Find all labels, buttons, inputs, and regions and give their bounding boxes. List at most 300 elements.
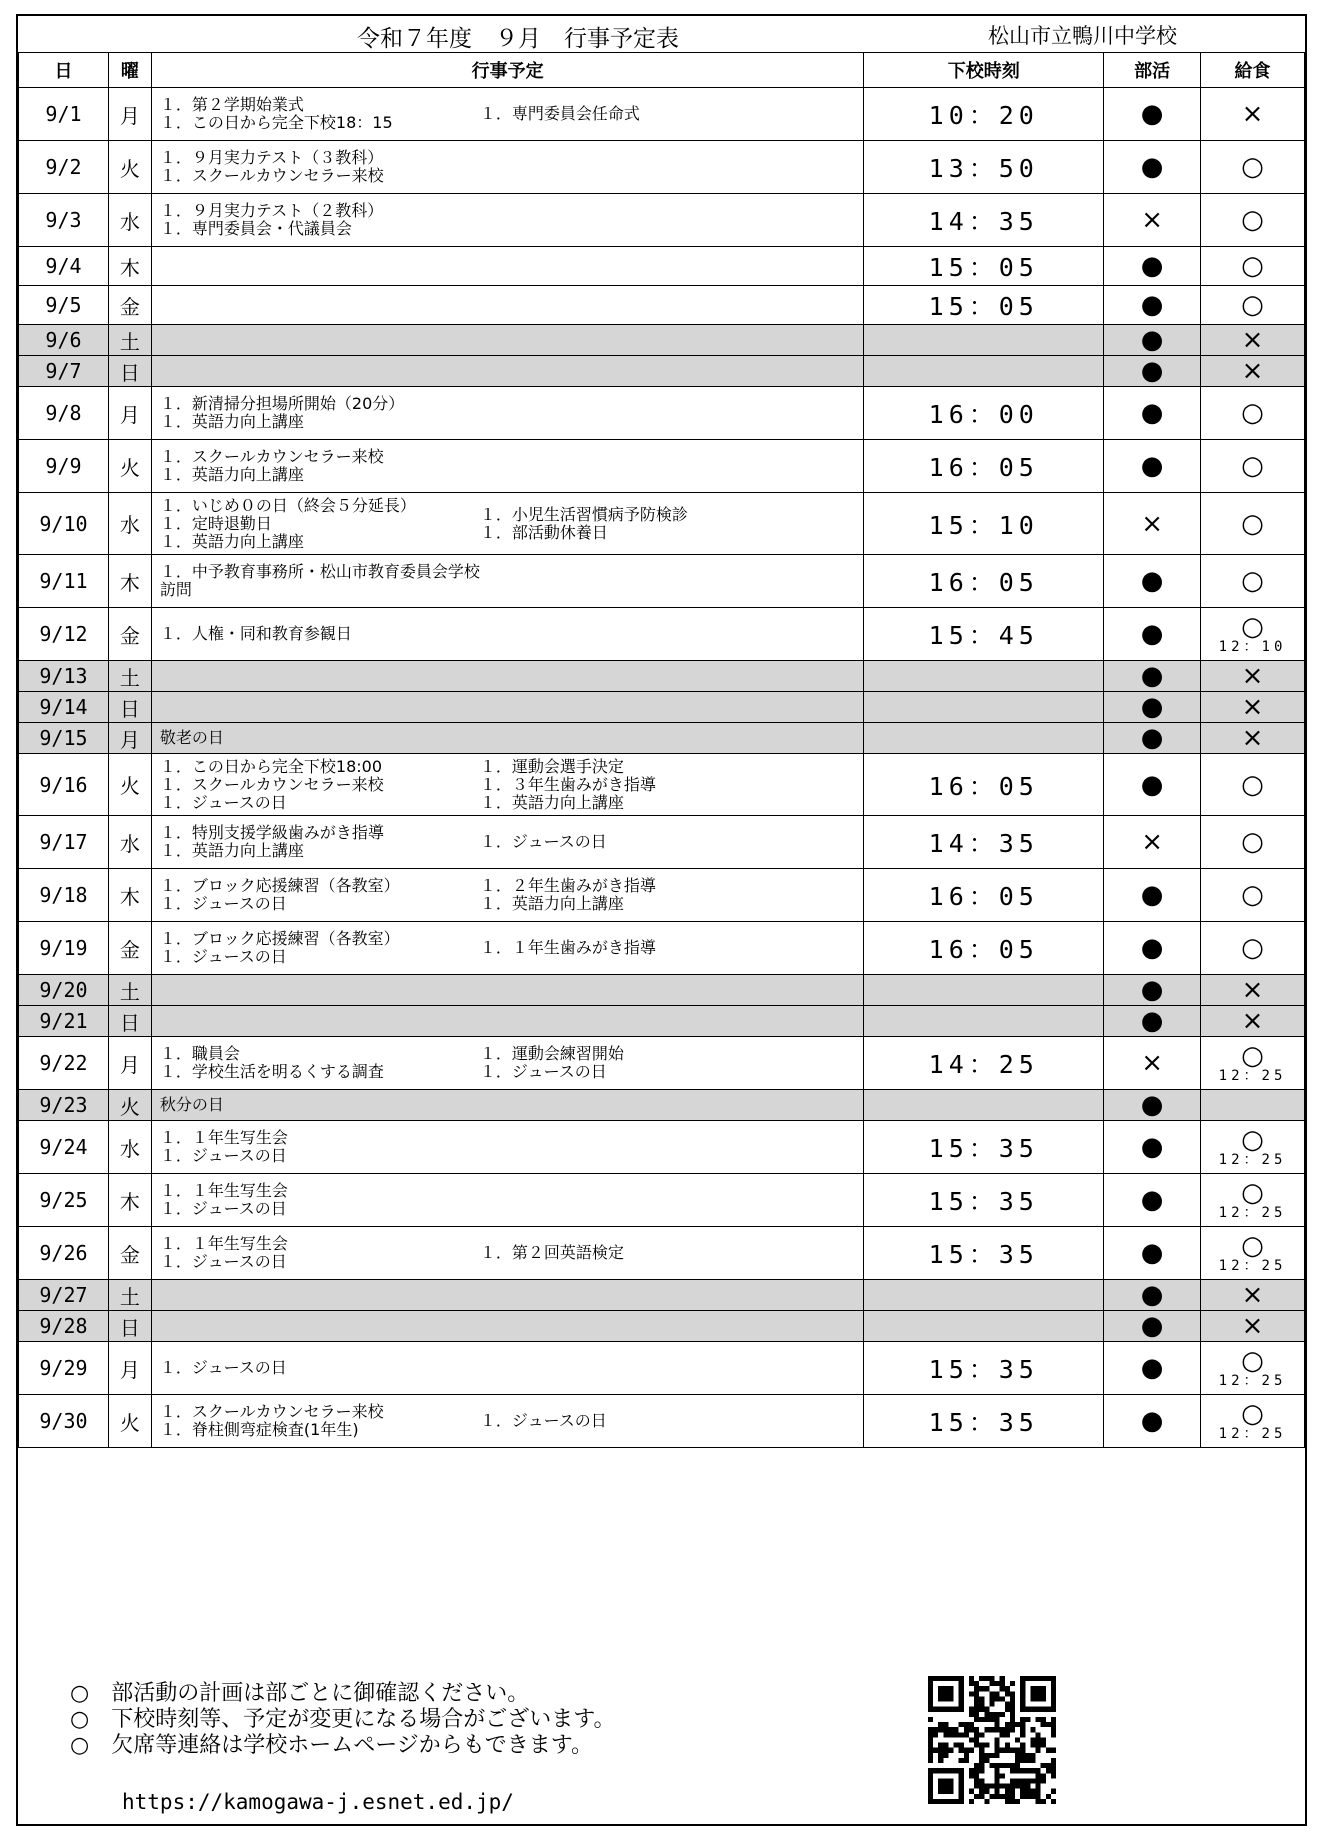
event-item: １．ブロック応援練習（各教室）: [159, 876, 400, 895]
event-column: [160, 497, 480, 551]
event-column: [160, 729, 480, 747]
lunch-symbol: ×: [1241, 99, 1264, 129]
table-row: [19, 356, 1305, 387]
weekday-cell: 木: [108, 555, 151, 608]
title-bar: [18, 16, 1305, 53]
lunch-symbol: ○: [1241, 1177, 1264, 1208]
events-cell: [151, 1395, 863, 1448]
lunch-status-cell: [1201, 869, 1305, 922]
event-column: [480, 105, 780, 123]
club-status-cell: ●: [1104, 922, 1201, 975]
table-row: [19, 1342, 1305, 1395]
event-column: [480, 833, 780, 851]
events-cell: [151, 816, 863, 869]
dismissal-time-cell: 16：05: [864, 754, 1104, 816]
lunch-status-cell: [1201, 247, 1305, 286]
event-item: 秋分の日: [159, 1095, 224, 1115]
event-item: １．１年生写生会: [159, 1234, 288, 1253]
schedule-table: [18, 52, 1305, 1448]
club-status-cell: ●: [1104, 356, 1201, 387]
lunch-symbol: ○: [1241, 152, 1264, 182]
date-cell: 9/17: [19, 816, 109, 869]
lunch-symbol: ○: [1241, 827, 1264, 857]
club-status-cell: ×: [1104, 194, 1201, 247]
weekday-cell: 木: [108, 247, 151, 286]
lunch-symbol: ×: [1241, 356, 1264, 386]
event-item: １．英語力向上講座: [159, 412, 304, 431]
event-item: １．３年生歯みがき指導: [479, 774, 656, 794]
weekday-cell: 月: [108, 387, 151, 440]
events-cell: [151, 493, 863, 555]
events-cell: [151, 1342, 863, 1395]
weekday-cell: 水: [108, 493, 151, 555]
event-item: １．ジュースの日: [479, 832, 607, 851]
dismissal-time-cell: [864, 1090, 1104, 1121]
date-cell: 9/7: [19, 356, 109, 387]
events-cell: [151, 387, 863, 440]
lunch-status-cell: [1201, 440, 1305, 493]
event-column: [160, 1096, 480, 1114]
event-column: [160, 202, 480, 238]
lunch-status-cell: [1201, 194, 1305, 247]
dismissal-time-cell: 16：05: [864, 869, 1104, 922]
column-header-club: 部活: [1104, 53, 1201, 88]
date-cell: 9/2: [19, 141, 109, 194]
events-cell: [151, 661, 863, 692]
lunch-status-cell: [1201, 661, 1305, 692]
date-cell: 9/22: [19, 1037, 109, 1090]
lunch-status-cell: [1201, 1280, 1305, 1311]
lunch-symbol: ○: [1241, 933, 1264, 963]
dismissal-time-cell: [864, 1006, 1104, 1037]
lunch-symbol: ○: [1241, 566, 1264, 596]
event-column: [160, 625, 480, 643]
column-header-day: 日: [19, 53, 109, 88]
table-row: [19, 387, 1305, 440]
event-item: １．１年生写生会: [159, 1181, 288, 1200]
dismissal-time-cell: [864, 975, 1104, 1006]
qr-code-icon[interactable]: [928, 1676, 1056, 1804]
lunch-status-cell: [1201, 286, 1305, 325]
date-cell: 9/20: [19, 975, 109, 1006]
table-row: [19, 1227, 1305, 1280]
dismissal-time-cell: [864, 325, 1104, 356]
date-cell: 9/5: [19, 286, 109, 325]
events-cell: [151, 247, 863, 286]
events-cell: [151, 1006, 863, 1037]
table-row: [19, 816, 1305, 869]
event-item: １．ジュースの日: [159, 894, 287, 913]
club-status-cell: ●: [1104, 1311, 1201, 1342]
weekday-cell: 水: [108, 1121, 151, 1174]
lunch-symbol: ×: [1241, 1311, 1264, 1341]
event-column: [480, 1045, 780, 1081]
event-item: １．この日から完全下校18:00: [159, 756, 383, 776]
lunch-symbol: ○: [1241, 451, 1264, 481]
event-item: １．運動会練習開始: [479, 1044, 624, 1063]
events-cell: [151, 88, 863, 141]
lunch-status-cell: [1201, 1342, 1305, 1395]
lunch-status-cell: [1201, 723, 1305, 754]
events-cell: [151, 692, 863, 723]
events-cell: [151, 1090, 863, 1121]
club-status-cell: ●: [1104, 661, 1201, 692]
table-row: [19, 922, 1305, 975]
event-column: [160, 758, 480, 812]
lunch-symbol: ○: [1241, 1124, 1264, 1155]
table-row: [19, 1311, 1305, 1342]
club-status-cell: ●: [1104, 1395, 1201, 1448]
lunch-status-cell: [1201, 1121, 1305, 1174]
event-column: [160, 1403, 480, 1439]
table-row: [19, 692, 1305, 723]
table-row: [19, 325, 1305, 356]
weekday-cell: 土: [108, 1280, 151, 1311]
table-row: [19, 1037, 1305, 1090]
event-item: １．専門委員会・代議員会: [159, 219, 352, 238]
club-status-cell: ●: [1104, 1280, 1201, 1311]
date-cell: 9/9: [19, 440, 109, 493]
dismissal-time-cell: [864, 1280, 1104, 1311]
event-column: [160, 149, 480, 185]
lunch-status-cell: [1201, 356, 1305, 387]
weekday-cell: 金: [108, 922, 151, 975]
bullet-icon: ○: [70, 1681, 90, 1706]
event-column: [160, 1129, 480, 1165]
weekday-cell: 火: [108, 1395, 151, 1448]
lunch-symbol: ○: [1241, 290, 1264, 320]
footer-note: ○ 下校時刻等、予定が変更になる場合がございます。: [70, 1707, 616, 1732]
date-cell: 9/21: [19, 1006, 109, 1037]
events-cell: [151, 922, 863, 975]
dismissal-time-cell: [864, 661, 1104, 692]
event-item: １．小児生活習慣病予防検診: [479, 504, 688, 524]
lunch-time: 12：10: [1218, 638, 1287, 655]
dismissal-time-cell: 14：35: [864, 816, 1104, 869]
event-column: [160, 1235, 480, 1271]
event-item: １．学校生活を明るくする調査: [159, 1062, 384, 1081]
lunch-status-cell: [1201, 387, 1305, 440]
weekday-cell: 火: [108, 1090, 151, 1121]
club-status-cell: ●: [1104, 1227, 1201, 1280]
event-item: １．ジュースの日: [159, 1252, 287, 1271]
dismissal-time-cell: 15：05: [864, 247, 1104, 286]
lunch-symbol: ○: [1241, 1040, 1264, 1071]
event-item: １．人権・同和教育参観日: [159, 624, 352, 644]
event-item: １．この日から完全下校18：15: [159, 113, 393, 132]
table-row: [19, 493, 1305, 555]
lunch-status-cell: [1201, 1174, 1305, 1227]
lunch-symbol: ○: [1241, 611, 1264, 642]
club-status-cell: ●: [1104, 247, 1201, 286]
weekday-cell: 火: [108, 440, 151, 493]
lunch-symbol: ○: [1241, 205, 1264, 235]
date-cell: 9/28: [19, 1311, 109, 1342]
event-item: １．いじめ０の日（終会５分延長）: [159, 495, 416, 515]
date-cell: 9/16: [19, 754, 109, 816]
dismissal-time-cell: 10：20: [864, 88, 1104, 141]
dismissal-time-cell: 15：35: [864, 1342, 1104, 1395]
event-column: [480, 758, 780, 812]
lunch-status-cell: [1201, 141, 1305, 194]
lunch-symbol: ×: [1241, 975, 1264, 1005]
lunch-symbol: ○: [1241, 769, 1264, 800]
lunch-symbol: ○: [1241, 1345, 1264, 1376]
event-column: [160, 448, 480, 484]
weekday-cell: 木: [108, 1174, 151, 1227]
school-url-link[interactable]: https://kamogawa-j.esnet.ed.jp/: [122, 1790, 514, 1814]
date-cell: 9/24: [19, 1121, 109, 1174]
lunch-time: 12：25: [1218, 1257, 1287, 1274]
event-column: [480, 1412, 780, 1430]
event-item: １．ジュースの日: [159, 947, 287, 966]
schedule-sheet: [16, 14, 1307, 1826]
table-row: [19, 869, 1305, 922]
dismissal-time-cell: 14：25: [864, 1037, 1104, 1090]
dismissal-time-cell: 15：35: [864, 1121, 1104, 1174]
date-cell: 9/23: [19, 1090, 109, 1121]
event-column: [160, 877, 480, 913]
weekday-cell: 水: [108, 194, 151, 247]
events-cell: [151, 754, 863, 816]
dismissal-time-cell: 16：05: [864, 555, 1104, 608]
club-status-cell: ●: [1104, 88, 1201, 141]
lunch-symbol: ○: [1241, 880, 1264, 910]
page-title: 令和７年度 ９月 行事予定表: [357, 26, 679, 52]
event-item: １．スクールカウンセラー来校: [159, 447, 384, 466]
event-column: [160, 96, 480, 132]
dismissal-time-cell: [864, 692, 1104, 723]
lunch-symbol: ×: [1241, 325, 1264, 355]
weekday-cell: 土: [108, 975, 151, 1006]
lunch-status-cell: [1201, 692, 1305, 723]
lunch-symbol: ×: [1241, 692, 1264, 722]
event-item: １．英語力向上講座: [159, 531, 304, 551]
date-cell: 9/10: [19, 493, 109, 555]
club-status-cell: ●: [1104, 975, 1201, 1006]
date-cell: 9/27: [19, 1280, 109, 1311]
date-cell: 9/3: [19, 194, 109, 247]
date-cell: 9/8: [19, 387, 109, 440]
lunch-status-cell: [1201, 922, 1305, 975]
lunch-status-cell: [1201, 1090, 1305, 1121]
club-status-cell: ●: [1104, 1006, 1201, 1037]
club-status-cell: ●: [1104, 1174, 1201, 1227]
table-row: [19, 88, 1305, 141]
club-status-cell: ●: [1104, 608, 1201, 661]
lunch-status-cell: [1201, 555, 1305, 608]
events-cell: [151, 869, 863, 922]
dismissal-time-cell: 15：10: [864, 493, 1104, 555]
events-cell: [151, 1037, 863, 1090]
dismissal-time-cell: 16：05: [864, 440, 1104, 493]
table-row: [19, 661, 1305, 692]
weekday-cell: 月: [108, 88, 151, 141]
lunch-status-cell: [1201, 975, 1305, 1006]
table-row: [19, 440, 1305, 493]
column-header-weekday: 曜: [108, 53, 151, 88]
lunch-status-cell: [1201, 1006, 1305, 1037]
club-status-cell: ●: [1104, 754, 1201, 816]
lunch-symbol: ○: [1241, 251, 1264, 281]
events-cell: [151, 975, 863, 1006]
club-status-cell: ●: [1104, 325, 1201, 356]
weekday-cell: 日: [108, 356, 151, 387]
column-header-events: 行事予定: [151, 53, 863, 88]
dismissal-time-cell: [864, 356, 1104, 387]
events-cell: [151, 440, 863, 493]
table-row: [19, 555, 1305, 608]
event-column: [160, 1182, 480, 1218]
date-cell: 9/6: [19, 325, 109, 356]
event-item: １．運動会選手決定: [479, 756, 624, 776]
event-item: １．ブロック応援練習（各教室）: [159, 929, 400, 948]
dismissal-time-cell: 15：45: [864, 608, 1104, 661]
event-item: １．ジュースの日: [159, 792, 287, 812]
bullet-icon: ○: [70, 1733, 90, 1758]
table-row: [19, 1090, 1305, 1121]
table-row: [19, 247, 1305, 286]
club-status-cell: ●: [1104, 692, 1201, 723]
date-cell: 9/26: [19, 1227, 109, 1280]
weekday-cell: 木: [108, 869, 151, 922]
events-cell: [151, 1280, 863, 1311]
event-item: 敬老の日: [159, 728, 224, 748]
date-cell: 9/19: [19, 922, 109, 975]
lunch-status-cell: [1201, 1395, 1305, 1448]
footer: [18, 1666, 1305, 1824]
lunch-symbol: ○: [1241, 1398, 1264, 1429]
table-row: [19, 723, 1305, 754]
event-item: １．専門委員会任命式: [479, 104, 640, 123]
table-row: [19, 1006, 1305, 1037]
date-cell: 9/14: [19, 692, 109, 723]
lunch-status-cell: [1201, 88, 1305, 141]
club-status-cell: ●: [1104, 1121, 1201, 1174]
school-name: 松山市立鴨川中学校: [988, 24, 1177, 48]
club-status-cell: ●: [1104, 141, 1201, 194]
dismissal-time-cell: [864, 723, 1104, 754]
event-item: １．第２学期始業式: [159, 95, 304, 114]
event-column: [160, 930, 480, 966]
events-cell: [151, 555, 863, 608]
event-column: [480, 939, 780, 957]
events-cell: [151, 325, 863, 356]
club-status-cell: ●: [1104, 440, 1201, 493]
events-cell: [151, 1227, 863, 1280]
event-column: [160, 1359, 480, 1377]
dismissal-time-cell: 15：35: [864, 1227, 1104, 1280]
date-cell: 9/25: [19, 1174, 109, 1227]
schedule-body: [19, 88, 1305, 1448]
club-status-cell: ●: [1104, 1342, 1201, 1395]
dismissal-time-cell: 14：35: [864, 194, 1104, 247]
lunch-status-cell: [1201, 754, 1305, 816]
event-item: １．第２回英語検定: [479, 1243, 624, 1262]
event-column: [160, 395, 480, 431]
date-cell: 9/11: [19, 555, 109, 608]
events-cell: [151, 286, 863, 325]
events-cell: [151, 608, 863, 661]
event-item: １．職員会: [159, 1044, 240, 1063]
club-status-cell: ●: [1104, 387, 1201, 440]
club-status-cell: ×: [1104, 1037, 1201, 1090]
event-item: １．９月実力テスト（３教科）: [159, 148, 384, 167]
weekday-cell: 土: [108, 325, 151, 356]
date-cell: 9/4: [19, 247, 109, 286]
club-status-cell: ●: [1104, 286, 1201, 325]
weekday-cell: 日: [108, 1311, 151, 1342]
weekday-cell: 月: [108, 723, 151, 754]
event-item: １．９月実力テスト（２教科）: [159, 201, 384, 220]
table-row: [19, 286, 1305, 325]
bullet-icon: ○: [70, 1707, 90, 1732]
weekday-cell: 金: [108, 1227, 151, 1280]
dismissal-time-cell: 16：00: [864, 387, 1104, 440]
weekday-cell: 月: [108, 1037, 151, 1090]
weekday-cell: 金: [108, 608, 151, 661]
footer-note: ○ 欠席等連絡は学校ホームページからもできます。: [70, 1733, 594, 1758]
table-row: [19, 754, 1305, 816]
dismissal-time-cell: 15：35: [864, 1174, 1104, 1227]
lunch-time: 12：25: [1218, 1425, 1287, 1442]
lunch-status-cell: [1201, 1311, 1305, 1342]
date-cell: 9/12: [19, 608, 109, 661]
date-cell: 9/1: [19, 88, 109, 141]
lunch-status-cell: [1201, 608, 1305, 661]
table-row: [19, 1121, 1305, 1174]
dismissal-time-cell: 16：05: [864, 922, 1104, 975]
lunch-symbol: ○: [1241, 398, 1264, 428]
club-status-cell: ●: [1104, 723, 1201, 754]
weekday-cell: 火: [108, 141, 151, 194]
lunch-time: 12：25: [1218, 1372, 1287, 1389]
dismissal-time-cell: 15：35: [864, 1395, 1104, 1448]
weekday-cell: 金: [108, 286, 151, 325]
lunch-time: 12：25: [1218, 1067, 1287, 1084]
table-row: [19, 608, 1305, 661]
dismissal-time-cell: 13：50: [864, 141, 1104, 194]
event-item: １．ジュースの日: [479, 1411, 607, 1430]
table-row: [19, 1174, 1305, 1227]
event-item: １．スクールカウンセラー来校: [159, 166, 384, 185]
event-item: １．ジュースの日: [159, 1358, 287, 1378]
lunch-time: 12：25: [1218, 1204, 1287, 1221]
weekday-cell: 月: [108, 1342, 151, 1395]
event-item: １．英語力向上講座: [479, 792, 624, 812]
weekday-cell: 日: [108, 1006, 151, 1037]
event-column: [160, 824, 480, 860]
event-item: １．１年生写生会: [159, 1128, 288, 1147]
column-header-lunch: 給食: [1201, 53, 1305, 88]
lunch-symbol: ×: [1241, 1280, 1264, 1310]
lunch-status-cell: [1201, 1227, 1305, 1280]
event-item: １．部活動休養日: [479, 522, 608, 542]
table-row: [19, 1280, 1305, 1311]
event-item: １．英語力向上講座: [479, 894, 624, 913]
lunch-symbol: ×: [1241, 661, 1264, 691]
lunch-time: 12：25: [1218, 1151, 1287, 1168]
events-cell: [151, 723, 863, 754]
lunch-status-cell: [1201, 325, 1305, 356]
table-row: [19, 1395, 1305, 1448]
events-cell: [151, 1174, 863, 1227]
date-cell: 9/18: [19, 869, 109, 922]
event-column: [480, 877, 780, 913]
lunch-status-cell: [1201, 493, 1305, 555]
table-row: [19, 194, 1305, 247]
club-status-cell: ●: [1104, 869, 1201, 922]
